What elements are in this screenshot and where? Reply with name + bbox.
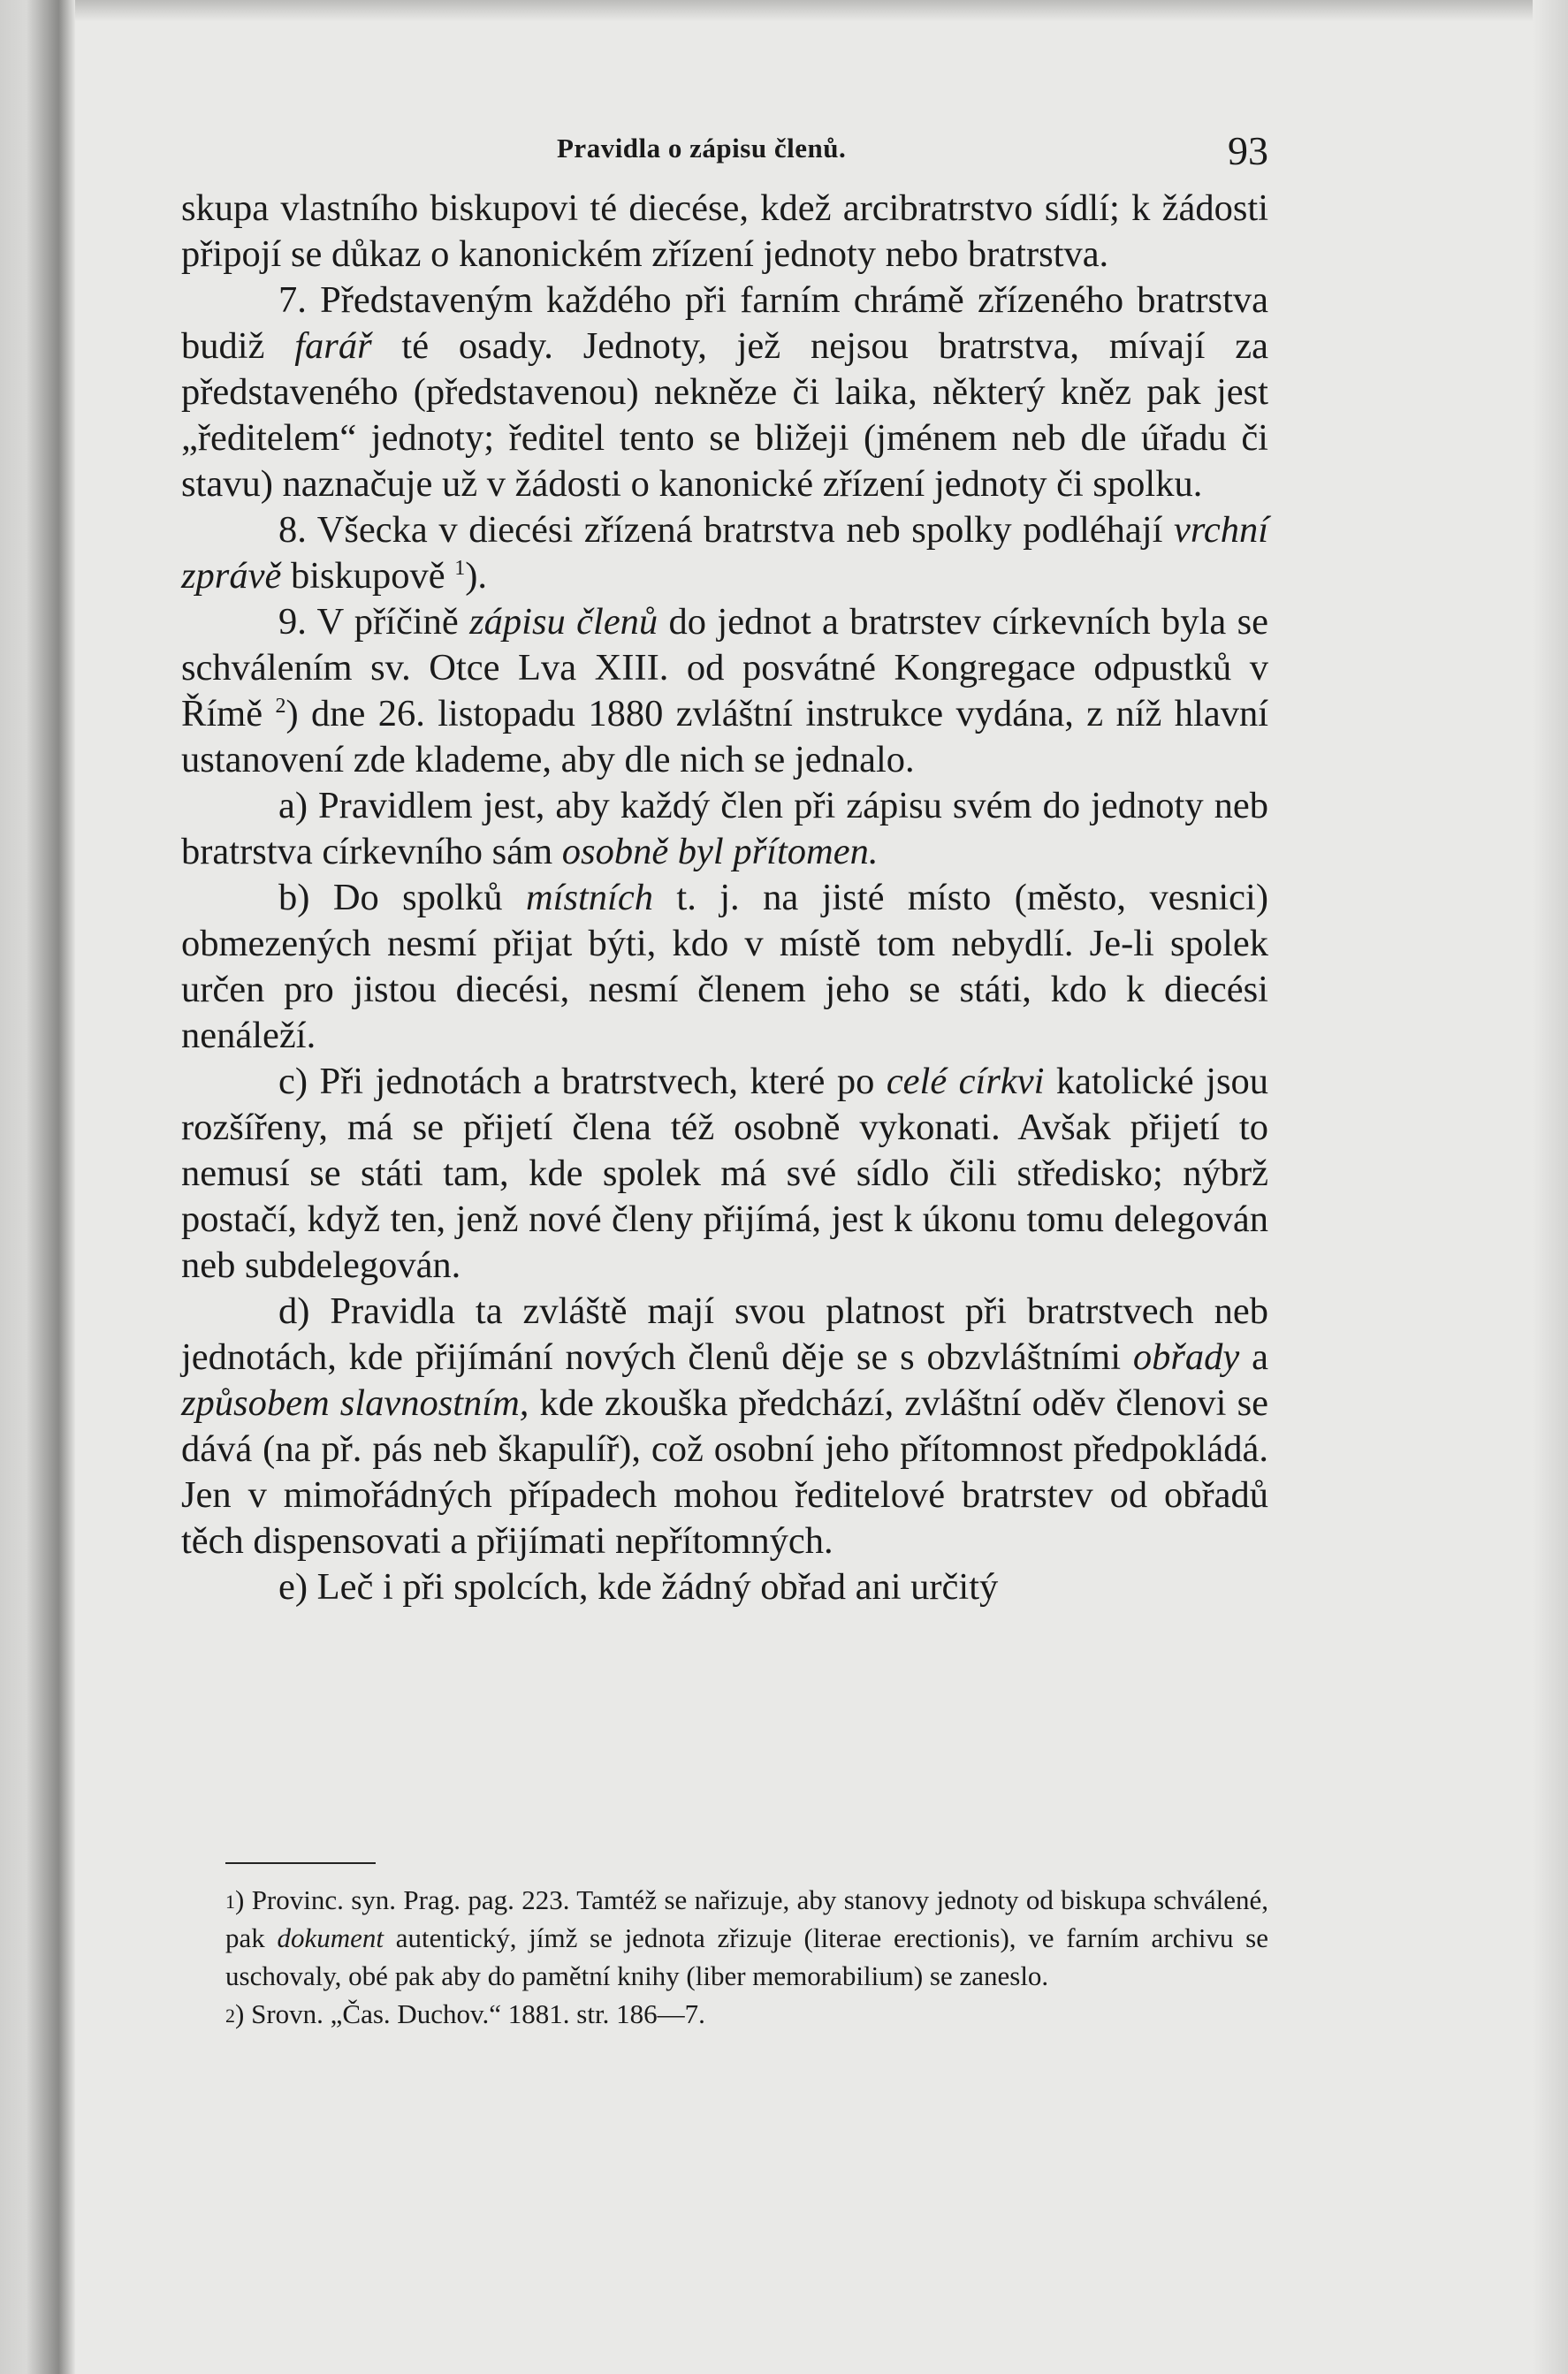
emphasis-farar: farář	[294, 325, 372, 367]
page-number: 93	[1228, 128, 1268, 173]
emphasis-zapisu-clenu: zápisu členů	[469, 601, 658, 643]
footnote-separator	[225, 1862, 376, 1864]
emphasis-zpusobem-slavnostnim: způsobem slavnostním,	[181, 1382, 529, 1424]
paragraph-c: c) Při jednotách a bratrstvech, které po celé církvi katolické jsou rozšířeny, má se přijetí člena též osobně vykonati. Avšak přijetí to nemusí se státi tam, kde spolek má své sídlo čili středisko; nýbrž postačí, když ten, jenž nové členy přijímá, jest k úkonu tomu delegován neb subdelegován.	[181, 1061, 1268, 1286]
emphasis-osobne-byl-pritomen: osobně byl přítomen.	[561, 831, 879, 872]
emphasis-vrchni-zprave: vrchní zprávě	[181, 509, 1268, 597]
paragraph-7: 7. Představeným každého při farním chrámě zřízeného bratrstva budiž farář té osady. Jednoty, jež nejsou bratrstva, mívají za představeného (představenou) nekněze či laika, některý kněz pak jest „ředitelem“ jednoty; ředitel tento se bližeji (jménem neb dle úřadu či stavu) naznačuje už v žádosti o kanonické zřízení jednoty či spolku.	[181, 279, 1268, 505]
page-header	[181, 128, 1268, 177]
paragraph-a: a) Pravidlem jest, aby každý člen při zápisu svém do jednoty neb bratrstva církevního sám osobně byl přítomen.	[181, 785, 1268, 872]
footnote-number: 2	[225, 2005, 235, 2027]
footnote-ref-1[interactable]: 1	[454, 556, 466, 580]
emphasis-cele-cirkvi: celé církvi	[886, 1061, 1045, 1102]
emphasis-dokument: dokument	[277, 1922, 384, 1953]
footnote-number: 1	[225, 1891, 235, 1913]
footnotes	[225, 1881, 1268, 2033]
paragraph-8: 8. Všecka v diecési zřízená bratrstva neb spolky podléhají vrchní zprávě biskupově $^1$).	[181, 509, 1268, 597]
paragraph-d: d) Pravidla ta zvláště mají svou platnost při bratrstvech neb jednotách, kde přijímání nových členů děje se s obzvláštními obřady a způsobem slavnostním, kde zkouška předchází, zvláštní oděv členovi se dává (na př. pás neb škapulíř), což osobní jeho přítomnost předpokládá. Jen v mimořádných případech mohou ředitelové bratrstev od obřadů těch dispensovati a přijímati nepřítomných.	[181, 1290, 1268, 1562]
book-page	[181, 0, 1268, 2374]
paragraph-b: b) Do spolků místních t. j. na jisté místo (město, vesnici) obmezených nesmí přijat býti, kdo v místě tom nebydlí. Je-li spolek určen pro jistou diecési, nesmí členem jeho se státi, kdo k diecési nenáleží.	[181, 877, 1268, 1056]
footnote-2: $^2$) Srovn. „Čas. Duchov.“ 1881. str. 186—7.	[225, 1998, 705, 2029]
paragraph-continuation: skupa vlastního biskupovi té diecése, kdež arcibratrstvo sídlí; k žádosti připojí se důkaz o kanonickém zřízení jednoty nebo bratrstva.	[181, 187, 1268, 275]
scan-right-edge	[1533, 0, 1568, 2374]
scan-binding-edge	[0, 0, 75, 2374]
footnote-ref-2[interactable]: 2	[275, 694, 286, 718]
body-text	[181, 186, 1268, 1610]
paragraph-e: e) Leč i při spolcích, kde žádný obřad ani určitý	[278, 1566, 999, 1608]
paragraph-9: 9. V příčině zápisu členů do jednot a bratrstev církevních byla se schválením sv. Otce Lva XIII. od posvátné Kongregace odpustků v Římě $^2$) dne 26. listopadu 1880 zvláštní instrukce vydána, z níž hlavní ustanovení zde klademe, aby dle nich se jednalo.	[181, 601, 1268, 780]
emphasis-mistnich: místních	[525, 877, 653, 918]
footnote-1: $^1$) Provinc. syn. Prag. pag. 223. Tamtéž se nařizuje, aby stanovy jednoty od biskupa schválené, pak dokument autentický, jímž se jednota zřizuje (literae erectionis), ve farním archivu se uschovaly, obé pak aby do pamětní knihy (liber memorabilium) se zaneslo.	[225, 1884, 1268, 1991]
emphasis-obrady: obřady	[1132, 1336, 1240, 1378]
running-title: Pravidla o zápisu členů.	[557, 133, 847, 164]
